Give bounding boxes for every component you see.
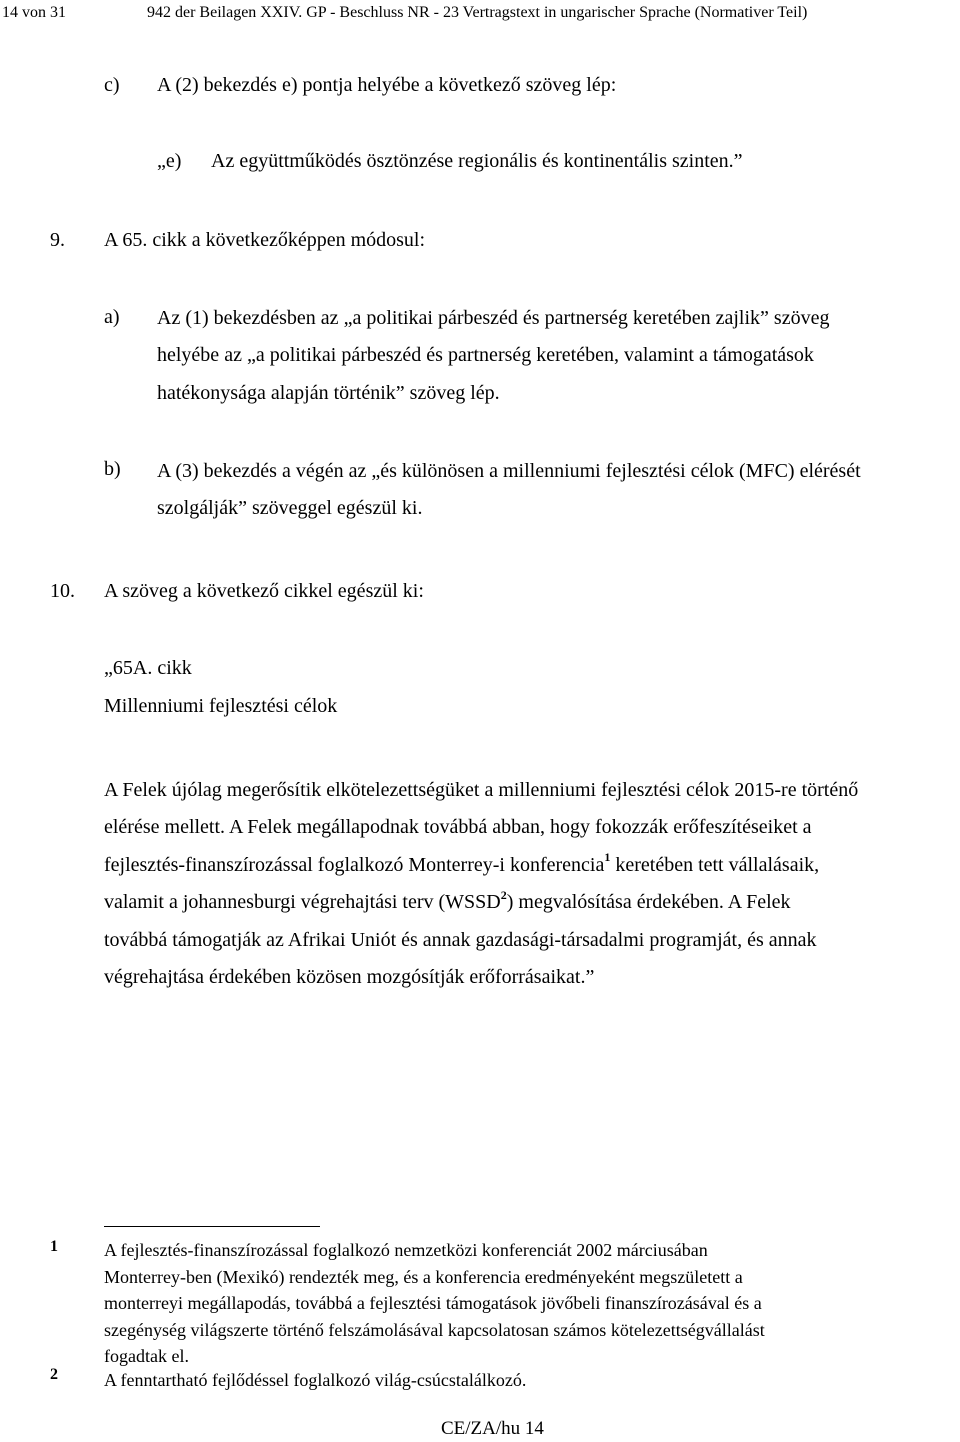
text-segment: valamit a johannesburgi végrehajtási terv (WSSD — [104, 891, 501, 914]
footnote-1-number: 1 — [50, 1238, 58, 1255]
text-line: szegénység világszerte történő felszámolásával kapcsolatosan számos kötelezettségvállalást — [104, 1319, 765, 1340]
text-line: végrehajtása érdekében közösen mozgósítják erőforrásaikat.” — [104, 966, 595, 989]
item-9-text: A 65. cikk a következőképpen módosul: — [104, 229, 426, 251]
text-line: A Felek újólag megerősítik elkötelezettségüket a millenniumi fejlesztési célok 2015-re történő — [104, 779, 859, 801]
text-line: monterreyi megállapodás, továbbá a fejlesztési támogatások jövőbeli finanszírozásával és a — [104, 1293, 762, 1313]
page-number: 14 von 31 — [2, 4, 66, 21]
footnote-1-text — [104, 1237, 765, 1370]
text-line — [104, 884, 858, 921]
item-10-number: 10. — [50, 580, 75, 602]
item-c-label: c) — [104, 74, 120, 96]
text-line: Monterrey-ben (Mexikó) rendezték meg, és a konferencia eredményeként megszületett a — [104, 1266, 743, 1287]
text-segment: fejlesztés-finanszírozással foglalkozó Monterrey-i konferencia — [104, 853, 605, 876]
text-line — [104, 847, 858, 884]
item-9b-label: b) — [104, 458, 121, 480]
item-9a-paragraph — [157, 300, 829, 412]
article-title: Millenniumi fejlesztési célok — [104, 695, 338, 717]
footnote-ref-1[interactable]: 1 — [604, 850, 611, 865]
text-segment: ) megvalósítása érdekében. A Felek — [506, 891, 791, 914]
text-line: továbbá támogatják az Afrikai Uniót és annak gazdasági-társadalmi programját, és annak — [104, 928, 817, 951]
header-title: 942 der Beilagen XXIV. GP - Beschluss NR - 23 Vertragstext in ungarischer Sprache (Normativer Teil) — [147, 4, 808, 21]
document-code: CE/ZA/hu 14 — [441, 1418, 544, 1439]
item-9b-paragraph — [157, 453, 861, 528]
text-line: hatékonysága alapján történik” szöveg lép. — [157, 381, 500, 404]
text-line: helyébe az „a politikai párbeszéd és partnerség keretében, valamint a támogatások — [157, 344, 814, 367]
text-line: elérése mellett. A Felek megállapodnak továbbá abban, hogy fokozzák erőfeszítéseiket a — [104, 816, 812, 839]
footnote-separator — [104, 1226, 320, 1227]
text-line: A (3) bekezdés a végén az „és különösen a millenniumi fejlesztési célok (MFC) elérését — [157, 460, 861, 482]
article-paragraph — [104, 772, 858, 996]
item-c-quote-text: Az együttműködés ösztönzése regionális és kontinentális szinten.” — [211, 150, 743, 172]
footnote-2-number: 2 — [50, 1366, 58, 1383]
footnote-ref-2[interactable]: 2 — [500, 887, 507, 902]
text-segment: keretében tett vállalásaik, — [610, 853, 820, 876]
text-line: A fejlesztés-finanszírozással foglalkozó nemzetközi konferenciát 2002 márciusában — [104, 1240, 708, 1260]
article-number: „65A. cikk — [104, 657, 192, 679]
text-line: szolgálják” szöveggel egészül ki. — [157, 497, 423, 520]
footnote-2-text: A fenntartható fejlődéssel foglalkozó világ-csúcstalálkozó. — [104, 1370, 527, 1390]
item-10-text: A szöveg a következő cikkel egészül ki: — [104, 580, 424, 602]
item-9-number: 9. — [50, 229, 65, 251]
item-c-quote-label: „e) — [157, 150, 182, 172]
item-9a-label: a) — [104, 306, 120, 328]
text-line: Az (1) bekezdésben az „a politikai párbeszéd és partnerség keretében zajlik” szöveg — [157, 307, 830, 329]
text-line: fogadtak el. — [104, 1346, 189, 1366]
item-c-text: A (2) bekezdés e) pontja helyébe a következő szöveg lép: — [157, 74, 617, 96]
